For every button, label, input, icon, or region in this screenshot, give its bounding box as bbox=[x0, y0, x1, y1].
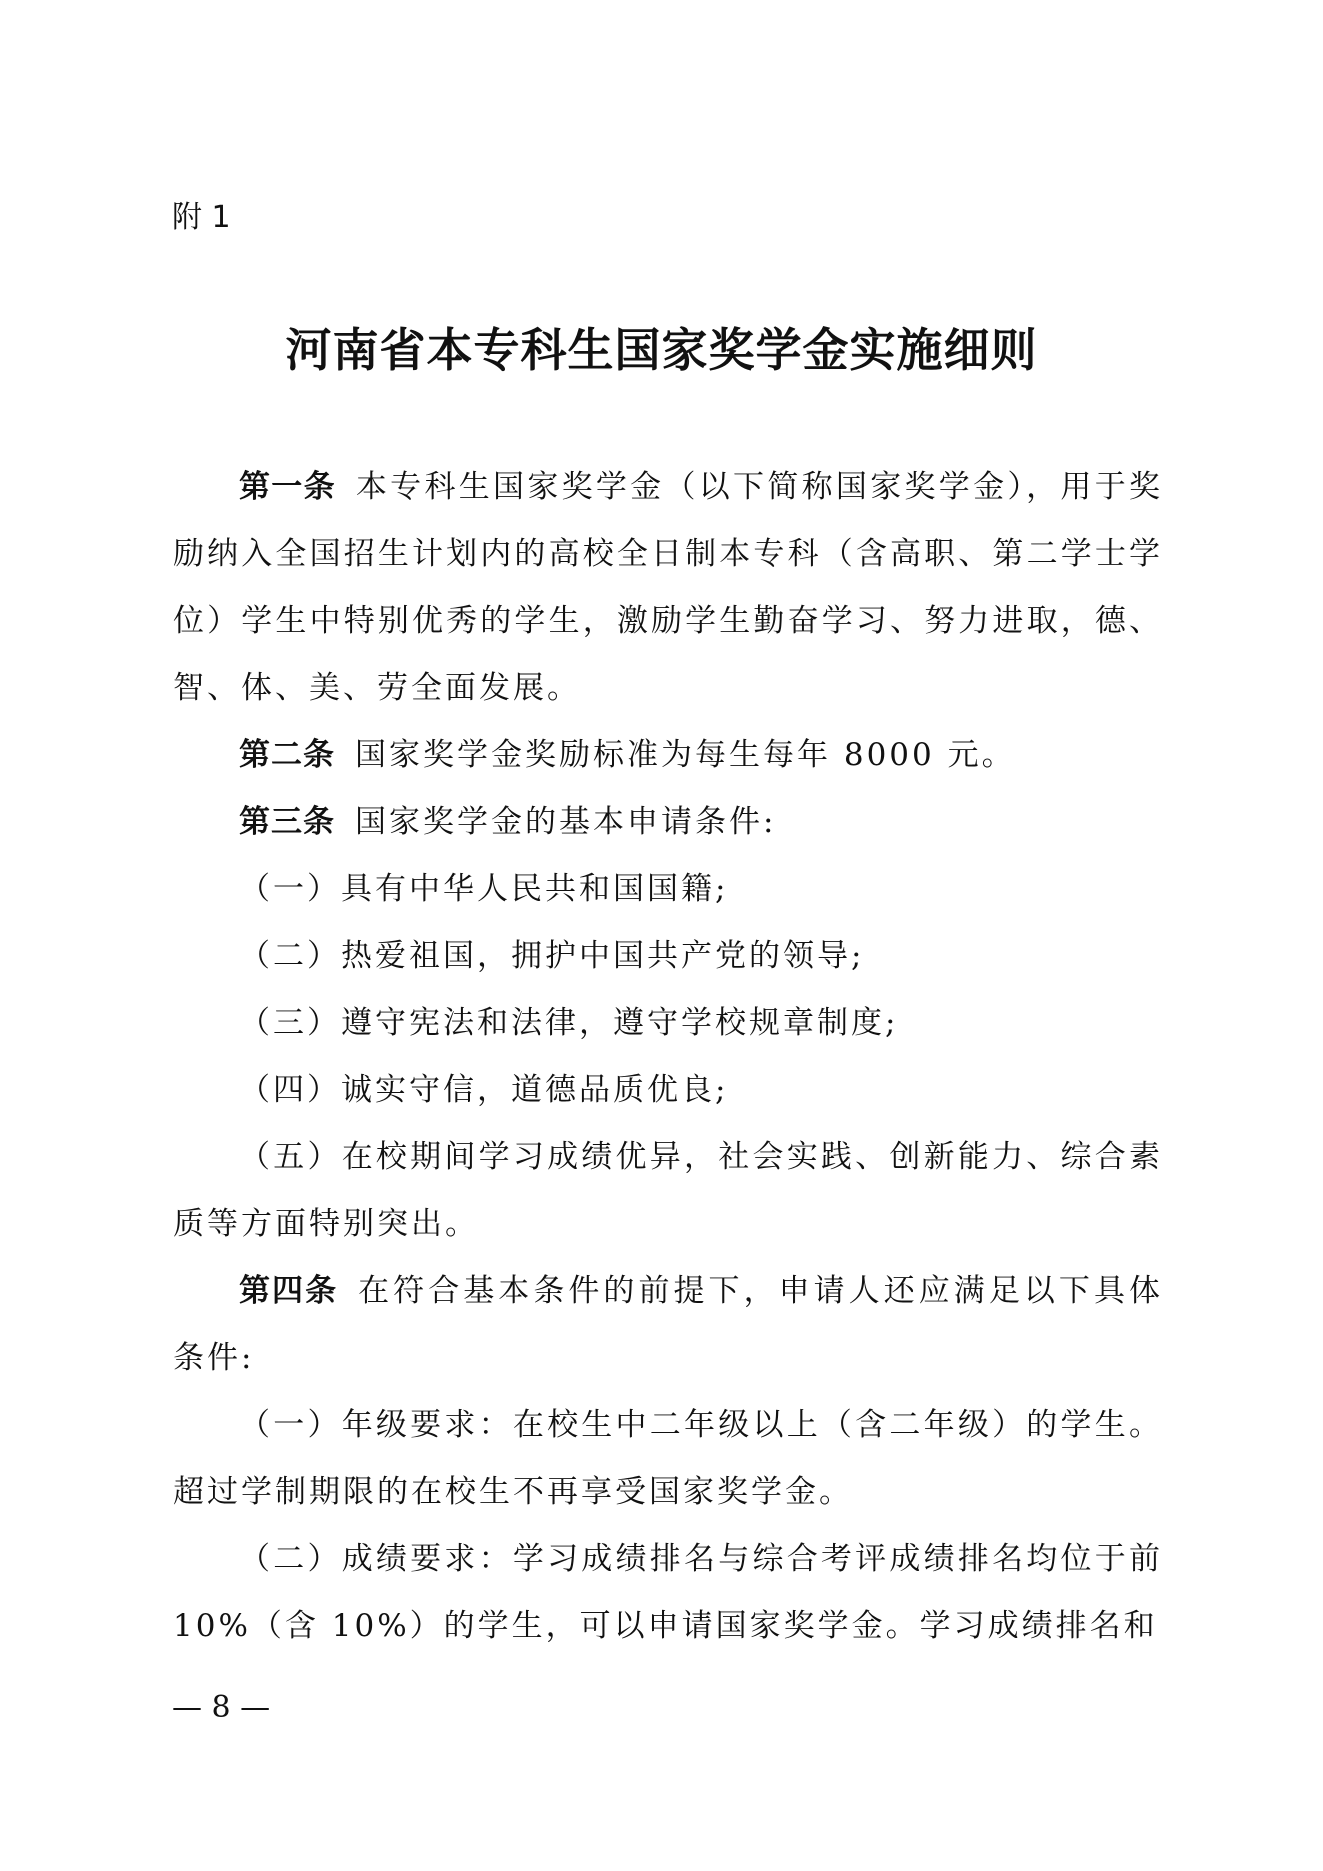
paragraph-text: （三）遵守宪法和法律，遵守学校规章制度; bbox=[239, 1005, 899, 1041]
list-item bbox=[173, 990, 1163, 1057]
paragraph-text: 国家奖学金奖励标准为每生每年 8000 元。 bbox=[355, 737, 1016, 773]
paragraph-text: 国家奖学金的基本申请条件: bbox=[355, 804, 777, 840]
paragraph-text: （二）热爱祖国，拥护中国共产党的领导; bbox=[239, 938, 865, 974]
paragraph-text: 在符合基本条件的前提下，申请人还应满足以下具体条件: bbox=[173, 1273, 1164, 1376]
attachment-label: 附 1 bbox=[172, 200, 231, 235]
paragraph-text: （一）具有中华人民共和国国籍; bbox=[239, 871, 729, 907]
article-label: 第四条 bbox=[239, 1273, 339, 1309]
article-label: 第三条 bbox=[239, 804, 335, 840]
document-body bbox=[173, 454, 1163, 1660]
list-item bbox=[173, 923, 1163, 990]
paragraph-article-3 bbox=[173, 789, 1163, 856]
list-item bbox=[173, 1057, 1163, 1124]
paragraph-article-4 bbox=[173, 1258, 1163, 1392]
paragraph-text: 本专科生国家奖学金（以下简称国家奖学金），用于奖励纳入全国招生计划内的高校全日制本专科（含高职、第二学士学位）学生中特别优秀的学生，激励学生勤奋学习、努力进取，德、智、体、美、劳全面发展。 bbox=[173, 469, 1164, 706]
paragraph-article-1 bbox=[173, 454, 1163, 722]
document-title: 河南省本专科生国家奖学金实施细则 bbox=[285, 323, 1038, 377]
paragraph-text: （二）成绩要求：学习成绩排名与综合考评成绩排名均位于前 10%（含 10%）的学生，可以申请国家奖学金。学习成绩排名和 bbox=[173, 1541, 1163, 1644]
list-item bbox=[173, 856, 1163, 923]
article-label: 第二条 bbox=[239, 737, 335, 773]
article-label: 第一条 bbox=[239, 469, 336, 505]
list-item bbox=[173, 1526, 1163, 1660]
list-item bbox=[173, 1124, 1163, 1258]
paragraph-text: （一）年级要求：在校生中二年级以上（含二年级）的学生。超过学制期限的在校生不再享受国家奖学金。 bbox=[173, 1407, 1163, 1510]
paragraph-article-2 bbox=[173, 722, 1163, 789]
page-number: — 8 — bbox=[172, 1690, 271, 1725]
paragraph-text: （五）在校期间学习成绩优异，社会实践、创新能力、综合素质等方面特别突出。 bbox=[173, 1139, 1163, 1242]
list-item bbox=[173, 1392, 1163, 1526]
paragraph-text: （四）诚实守信，道德品质优良; bbox=[239, 1072, 729, 1108]
